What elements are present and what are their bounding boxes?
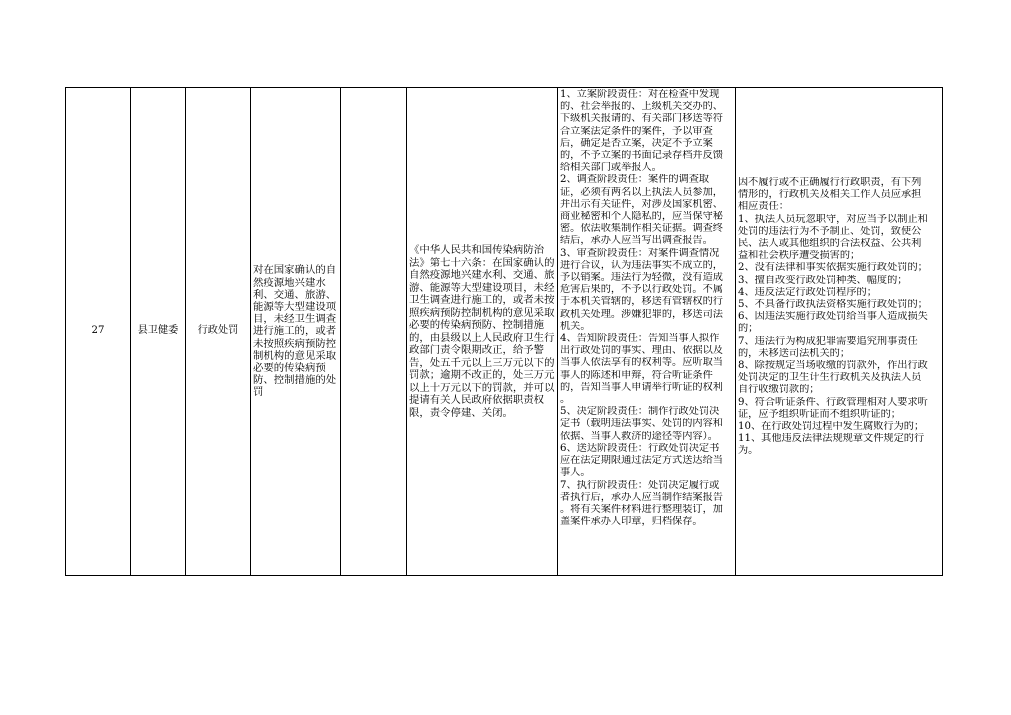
- responsibility-line: 3、审查阶段责任：对案件调查情况: [560, 247, 720, 259]
- responsibility-line: 机关。: [560, 320, 591, 332]
- responsibility-line: 。: [560, 394, 571, 406]
- accountability-line: 处罚的违法行为不予制止、处罚，致使公: [738, 225, 922, 237]
- responsibility-line: 事人的陈述和申辩，符合听证条件: [560, 369, 713, 381]
- table-row: [66, 88, 943, 576]
- accountability-line: 的；: [738, 323, 759, 335]
- department-cell: 县卫健委: [131, 88, 186, 576]
- power-list-table: [65, 87, 943, 576]
- accountability-line: 的，未移送司法机关的；: [738, 347, 851, 359]
- responsibility-line: 盖案件承办人印章，归档保存。: [560, 516, 703, 528]
- accountability-line: 相应责任：: [738, 201, 789, 213]
- accountability-line: 证，应予组织听证而不组织听证的；: [738, 408, 901, 420]
- responsibility-list: [560, 89, 733, 528]
- responsibility-line: 1、立案阶段责任：对在检查中发现: [560, 89, 720, 100]
- responsibility-line: 6、送达阶段责任：行政处罚决定书: [560, 442, 720, 454]
- accountability-line: 3、擅自改变行政处罚种类、幅度的；: [738, 274, 908, 286]
- responsibility-line: 出行政处罚的事实、理由、依据以及: [560, 345, 723, 357]
- responsibility-line: 事人。: [560, 467, 591, 479]
- accountability-line: 8、除按规定当场收缴的罚款外，作出行政: [738, 360, 928, 372]
- responsibility-line: 并出示有关证件，对涉及国家机密、: [560, 198, 723, 210]
- responsibility-line: 5、决定阶段责任：制作行政处罚决: [560, 406, 720, 418]
- responsibility-line: 应在法定期限通过法定方式送达给当: [560, 455, 723, 467]
- responsibility-line: 当事人依法享有的权利等。应听取当: [560, 357, 723, 369]
- responsibility-line: 商业秘密和个人隐私的，应当保守秘: [560, 211, 723, 223]
- accountability-line: 为。: [738, 445, 759, 457]
- responsibility-line: 密。依法收集制作相关证据。调查终: [560, 223, 723, 235]
- responsibility-line: 。将有关案件材料进行整理装订，加: [560, 503, 723, 515]
- accountability-line: 7、违法行为构成犯罪需要追究刑事责任: [738, 335, 918, 347]
- responsibility-line: 后，确定是否立案，决定不予立案: [560, 137, 713, 149]
- responsibility-line: 给相关部门或举报人。: [560, 162, 662, 174]
- accountability-line: 1、执法人员玩忽职守，对应当予以制止和: [738, 213, 928, 225]
- accountability-line: 情形的，行政机关及相关工作人员应承担: [738, 189, 922, 201]
- responsibility-line: 危害后果的，不予以行政处罚。不属: [560, 284, 723, 296]
- accountability-line: 9、符合听证条件、行政管理相对人要求听: [738, 396, 928, 408]
- responsibility-line: 7、执行阶段责任：处罚决定履行或: [560, 479, 720, 491]
- responsibility-line: 依据、当事人救济的途径等内容）。: [560, 430, 718, 442]
- accountability-line: 民、法人或其他组织的合法权益、公共利: [738, 238, 922, 250]
- accountability-list: [738, 177, 940, 458]
- responsibility-line: 的，告知当事人申请举行听证的权利: [560, 381, 723, 393]
- responsibility-line: 下级机关报请的、有关部门移送等符: [560, 113, 723, 125]
- responsibility-line: 予以销案。违法行为轻微，没有造成: [560, 272, 723, 284]
- accountability-line: 处罚决定的卫生计生行政机关及执法人员: [738, 372, 922, 384]
- responsibility-line: 证，必须有两名以上执法人员参加，: [560, 186, 723, 198]
- accountability-line: 2、没有法律和事实依据实施行政处罚的；: [738, 262, 928, 274]
- sub-item-cell: [341, 88, 407, 576]
- responsibility-line: 合立案法定条件的案件，予以审查: [560, 125, 713, 137]
- responsibility-line: 于本机关管辖的，移送有管辖权的行: [560, 296, 723, 308]
- accountability-line: 因不履行或不正确履行行政职责，有下列: [738, 177, 922, 188]
- accountability-line: 自行收缴罚款的；: [738, 384, 820, 396]
- responsibility-line: 4、告知阶段责任：告知当事人拟作: [560, 333, 720, 345]
- responsibility-line: 的，不予立案的书面记录存档并反馈: [560, 150, 723, 162]
- legal-basis-text: 《中华人民共和国传染病防治法》第七十六条：在国家确认的自然疫源地兴建水利、交通、旅游、能源等大型建设项目，未经卫生调查进行施工的，或者未按照疾病预防控制机构的意见采取必要的传染病预防、控制措施的，由县级以上人民政府卫生行政部门责令限期改正，给予警告，处五千元以上三万元以下的罚款；逾期不改正的，处三万元以上十万元以下的罚款，并可以提请有关人民政府依据职责权限，责令停建、关闭。: [409, 244, 555, 419]
- accountability-line: 10、在行政处罚过程中发生腐败行为的；: [738, 421, 925, 433]
- legal-basis-cell: [407, 88, 558, 576]
- accountability-line: 11、其他违反法律法规规章文件规定的行: [738, 433, 925, 445]
- responsibility-cell: [558, 88, 736, 576]
- responsibility-line: 定书（载明违法事实、处罚的内容和: [560, 418, 723, 430]
- item-name-cell: [251, 88, 341, 576]
- item-name-text: 对在国家确认的自然疫源地兴建水利、交通、旅游、能源等大型建设项目，未经卫生调查进行施工的，或者未按照疾病预防控制机构的意见采取必要的传染病预防、控制措施的处罚: [253, 264, 337, 399]
- accountability-line: 4、违反法定行政处罚程序的；: [738, 286, 877, 298]
- accountability-line: 益和社会秩序遭受损害的；: [738, 250, 861, 262]
- responsibility-line: 者执行后，承办人应当制作结案报告: [560, 491, 723, 503]
- category-cell: 行政处罚: [186, 88, 251, 576]
- responsibility-line: 结后，承办人应当写出调查报告。: [560, 235, 713, 247]
- responsibility-line: 的、社会举报的、上级机关交办的、: [560, 101, 723, 113]
- accountability-cell: [736, 88, 943, 576]
- accountability-line: 5、不具备行政执法资格实施行政处罚的；: [738, 299, 928, 311]
- responsibility-line: 2、调查阶段责任：案件的调查取: [560, 174, 710, 186]
- responsibility-line: 进行合议，认为违法事实不成立的，: [560, 259, 723, 271]
- row-index: 27: [66, 88, 131, 576]
- accountability-line: 6、因违法实施行政处罚给当事人造成损失: [738, 311, 928, 323]
- responsibility-line: 政机关处理。涉嫌犯罪的，移送司法: [560, 308, 723, 320]
